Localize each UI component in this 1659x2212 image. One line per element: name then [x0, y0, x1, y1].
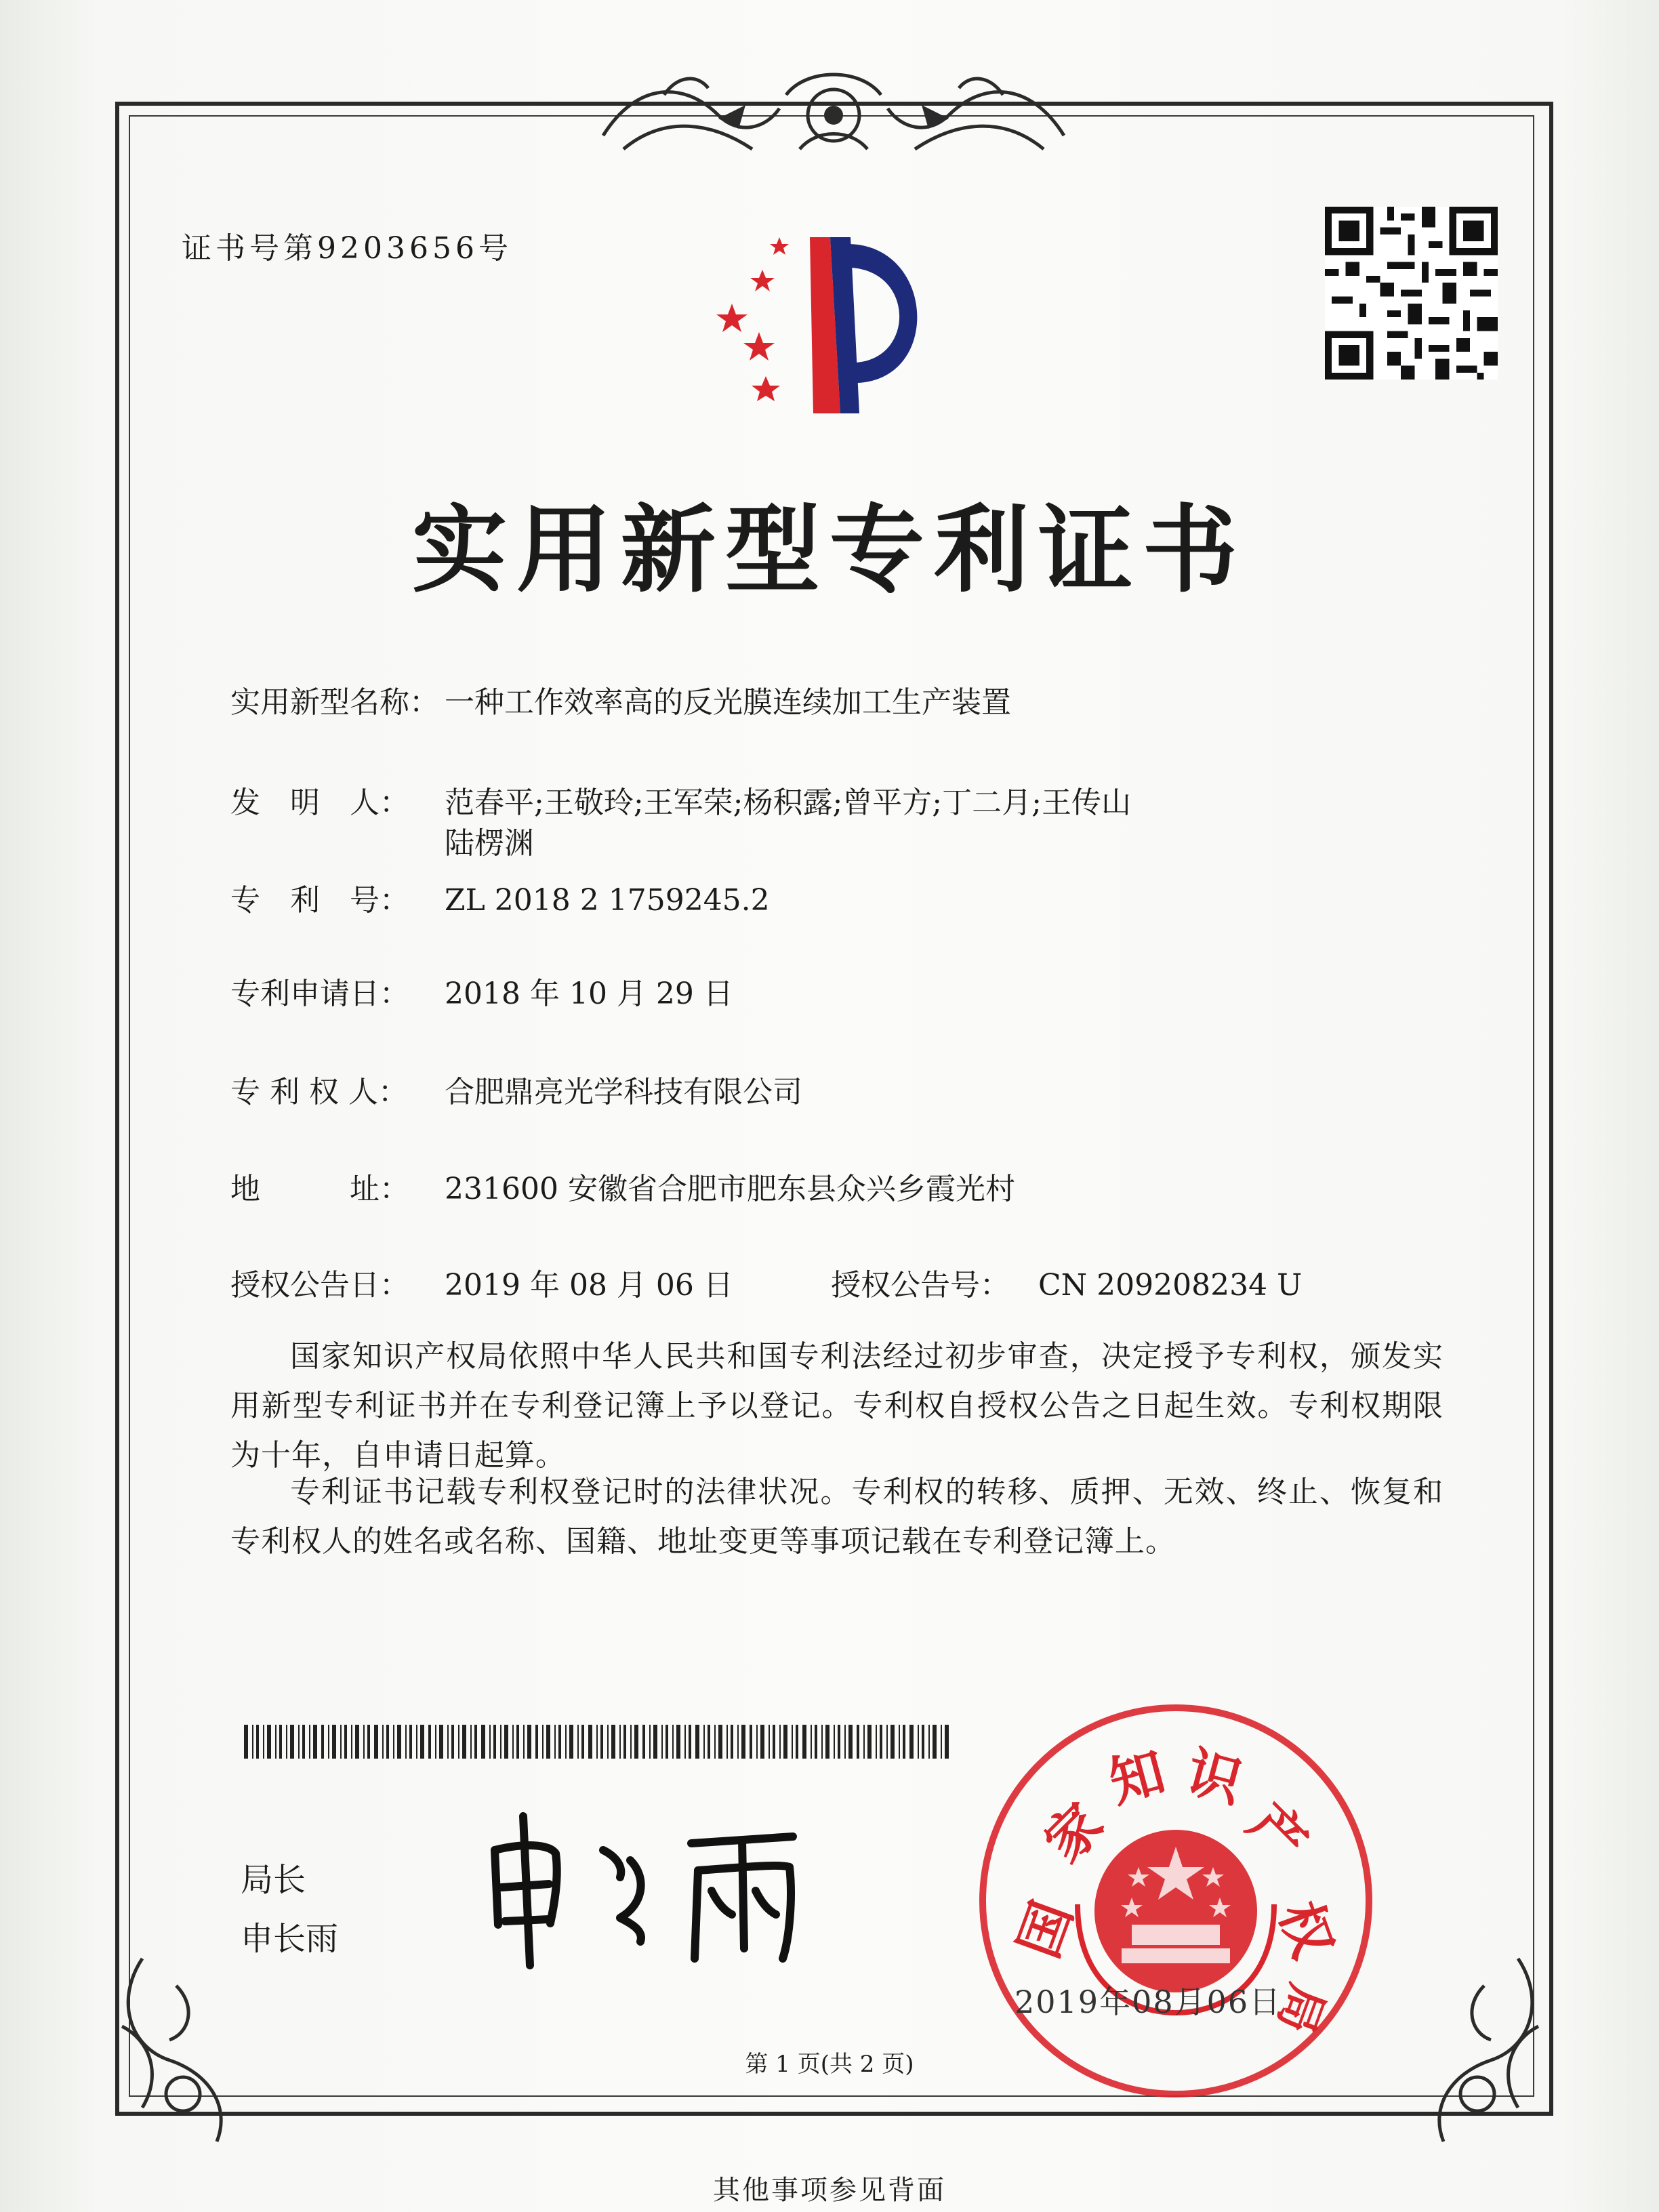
qr-code-icon [1325, 207, 1498, 380]
grant-date-value: 2019 年 08 月 06 日 [445, 1268, 733, 1303]
svg-text:家: 家 [1031, 1790, 1115, 1875]
official-name: 申长雨 [241, 1920, 339, 1958]
signature-icon [474, 1803, 840, 1972]
svg-text:权: 权 [1267, 1893, 1346, 1966]
field-inventors [230, 778, 1131, 821]
field-address [230, 1164, 1015, 1208]
field-model-name [230, 678, 1011, 721]
seal-date: 2019年08月06日 [1015, 1984, 1282, 2020]
patentee-value: 合肥鼎亮光学科技有限公司 [445, 1075, 802, 1109]
svg-text:知: 知 [1103, 1739, 1172, 1816]
grant-date-label: 授权公告日： [230, 1268, 409, 1303]
cnipa-emblem-icon [712, 224, 969, 427]
address-value: 231600 安徽省合肥市肥东县众兴乡霞光村 [445, 1172, 1015, 1206]
field-grant [230, 1261, 1302, 1304]
svg-text:国: 国 [1006, 1893, 1085, 1966]
filing-date-label: 专利申请日： [230, 977, 409, 1011]
address-label: 地 址： [230, 1172, 409, 1206]
svg-text:产: 产 [1236, 1790, 1320, 1875]
svg-text:局: 局 [1267, 1977, 1336, 2041]
certificate-number: 证书号第9203656号 [182, 231, 512, 266]
inventors-value-continued: 陆楞渊 [445, 826, 534, 861]
field-patentee [230, 1067, 802, 1111]
top-ornament-icon [583, 54, 1084, 169]
svg-text:识: 识 [1180, 1739, 1249, 1816]
inventors-label: 发 明 人： [230, 785, 409, 820]
field-filing-date [230, 969, 733, 1012]
barcode-icon [244, 1725, 949, 1759]
model-name-value: 一种工作效率高的反光膜连续加工生产装置 [445, 685, 1011, 720]
patent-number-value: ZL 2018 2 1759245.2 [445, 883, 770, 918]
official-seal-icon [976, 1701, 1376, 2101]
page-number: 第 1 页(共 2 页) [745, 2051, 914, 2078]
grant-number-value: CN 209208234 U [1038, 1268, 1303, 1303]
inventors-value: 范春平;王敬玲;王军荣;杨积露;曾平方;丁二月;王传山 [445, 785, 1131, 820]
field-patent-number [230, 876, 770, 919]
patentee-label: 专 利 权 人： [230, 1075, 408, 1109]
official-title: 局长 [241, 1861, 306, 1899]
legal-paragraph-2: 专利证书记载专利权登记时的法律状况。专利权的转移、质押、无效、终止、恢复和专利权人的姓名或名称、国籍、地址变更等事项记载在专利登记簿上。 [230, 1475, 1443, 1559]
patent-number-label: 专 利 号： [230, 883, 409, 918]
footer-note: 其他事项参见背面 [713, 2175, 946, 2206]
filing-date-value: 2018 年 10 月 29 日 [445, 977, 733, 1011]
model-name-label: 实用新型名称： [230, 685, 439, 720]
certificate-title: 实用新型专利证书 [411, 495, 1247, 606]
grant-number-label: 授权公告号： [831, 1268, 1010, 1303]
legal-paragraph-1: 国家知识产权局依照中华人民共和国专利法经过初步审查，决定授予专利权，颁发实用新型专利证书并在专利登记簿上予以登记。专利权自授权公告之日起生效。专利权期限为十年，自申请日起算。 [230, 1339, 1443, 1473]
